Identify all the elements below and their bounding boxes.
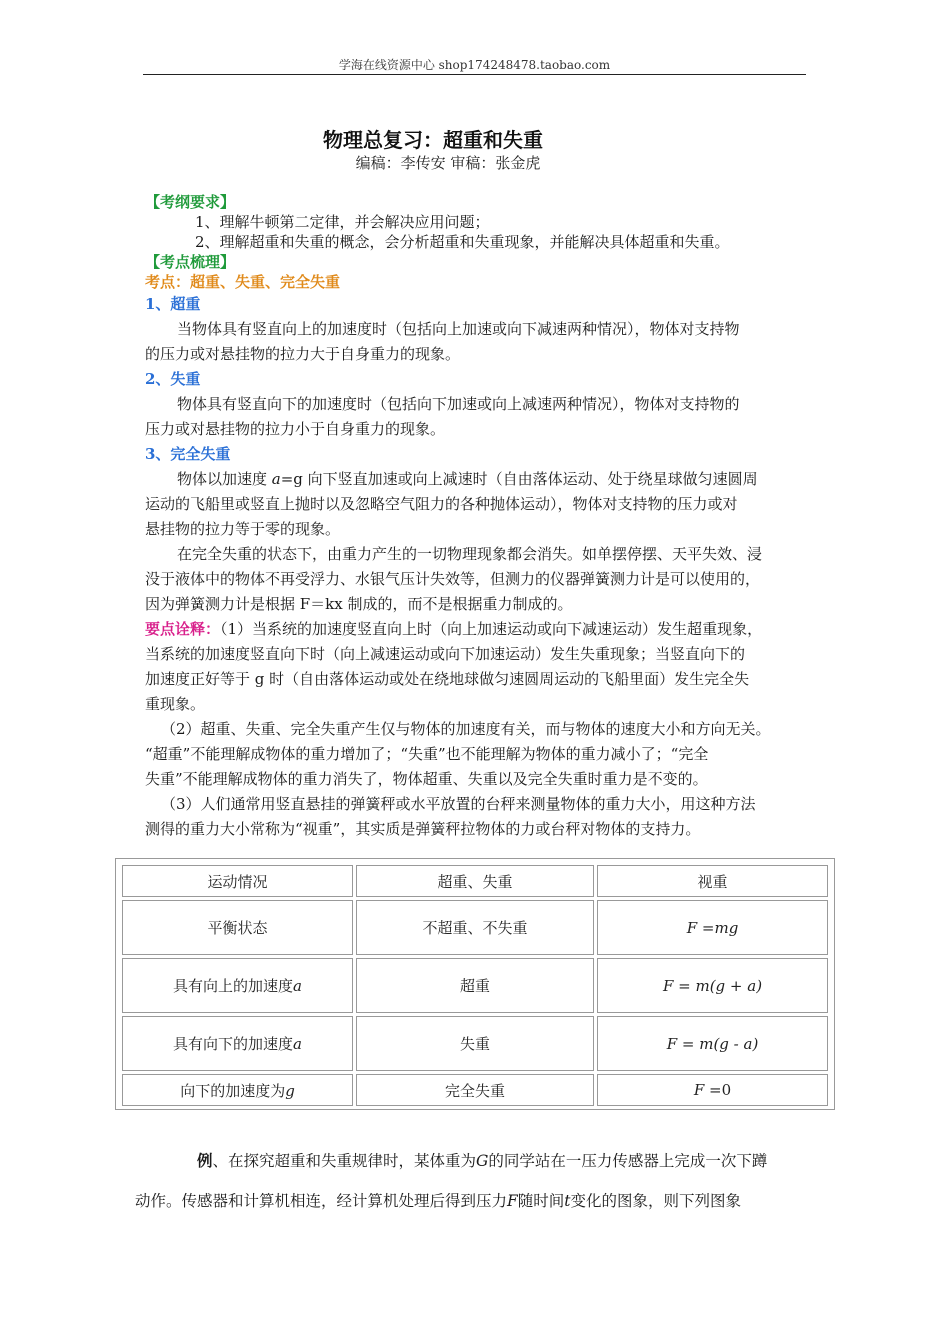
page-subtitle: 编稿：李传安 审稿：张金虎: [355, 154, 541, 172]
overweight-line-2: 的压力或对悬挂物的拉力大于自身重力的现象。: [145, 345, 461, 363]
row-1-motion-text: 平衡状态: [207, 919, 268, 937]
table-row: [122, 958, 828, 1013]
notes-line-1: [145, 617, 815, 642]
row-2-rhs: m(g + a): [695, 976, 763, 995]
row-4-eq: =: [704, 1081, 722, 1099]
topic-heading: 考点：超重、失重、完全失重: [145, 273, 341, 291]
syllabus-item-2: 2、理解超重和失重的概念，会分析超重和失重现象，并能解决具体超重和失重。: [195, 233, 730, 251]
notes-2-line-2: “超重”不能理解成物体的重力增加了；“失重”也不能理解为物体的重力减小了；“完全: [145, 745, 709, 763]
example-label: 例: [197, 1151, 213, 1170]
notes-2-line-1: （2）超重、失重、完全失重产生仅与物体的加速度有关，而与物体的速度大小和方向无关。: [161, 720, 771, 738]
table-row: [122, 1016, 828, 1071]
example-var-t: t: [564, 1192, 571, 1210]
row-1-eq: =: [697, 918, 715, 937]
header-state: 超重、失重: [356, 865, 594, 897]
example-line-2: [135, 1181, 815, 1221]
row-2-state: 超重: [356, 958, 594, 1013]
notes-2-line-3: 失重”不能理解成物体的重力消失了，物体超重、失重以及完全失重时重力是不变的。: [145, 770, 708, 788]
row-2-f: F: [662, 976, 674, 995]
row-3-motion-var: a: [293, 1035, 302, 1053]
notes-1-line-3: 加速度正好等于 g 时（自由落体运动或处在绕地球做匀速圆周运动的飞船里面）发生完全失: [145, 670, 750, 688]
syllabus-item-1: 1、理解牛顿第二定律，并会解决应用问题；: [195, 213, 490, 231]
example-l2a: 动作。传感器和计算机相连，经计算机处理后得到压力: [135, 1192, 508, 1210]
row-2-motion-text: 具有向上的加速度: [173, 977, 294, 995]
page-title: 物理总复习：超重和失重: [323, 128, 543, 152]
table-header-row: [122, 865, 828, 897]
notes-3-line-1: （3）人们通常用竖直悬挂的弹簧秤或水平放置的台秤来测量物体的重力大小，用这种方法: [161, 795, 756, 813]
example-l2b: 随时间: [517, 1192, 565, 1210]
notes-1-line-2: 当系统的加速度竖直向下时（向上减速运动或向下加速运动）发生失重现象；当竖直向下的: [145, 645, 746, 663]
weightless-heading: 2、失重: [145, 370, 201, 388]
example-l2c: 变化的图象，则下列图象: [570, 1192, 742, 1210]
header-motion: 运动情况: [122, 865, 353, 897]
table-grid: [119, 862, 831, 1109]
row-3-formula: [597, 1016, 828, 1071]
row-1-rhs: mg: [714, 918, 739, 937]
acceleration-var: a: [271, 470, 281, 488]
row-1-formula: [597, 900, 828, 955]
row-1-f: F: [686, 918, 698, 937]
example-l1b: 的同学站在一压力传感器上完成一次下蹲: [488, 1152, 768, 1170]
weightless-line-1: 物体具有竖直向下的加速度时（包括向下加速或向上减速两种情况），物体对支持物的: [177, 395, 740, 413]
row-2-formula: [597, 958, 828, 1013]
row-2-motion-var: a: [293, 977, 302, 995]
example-l1a: 、在探究超重和失重规律时，某体重为: [212, 1152, 477, 1170]
row-3-motion: [122, 1016, 353, 1071]
row-4-state: 完全失重: [356, 1074, 594, 1106]
header-text: 学海在线资源中心 shop174248478.taobao.com: [338, 58, 611, 72]
example-var-g: G: [476, 1152, 489, 1170]
overweight-line-1: 当物体具有竖直向上的加速度时（包括向上加速或向下减速两种情况），物体对支持物: [177, 320, 740, 338]
row-3-motion-text: 具有向下的加速度: [173, 1035, 294, 1053]
row-1-motion: [122, 900, 353, 955]
complete-p2-line-2: 没于液体中的物体不再受浮力、水银气压计失效等，但测力的仪器弹簧测力计是可以使用的，: [145, 570, 761, 588]
example-section: [135, 1141, 815, 1221]
row-3-state: 失重: [356, 1016, 594, 1071]
complete-line-3: 悬挂物的拉力等于零的现象。: [145, 520, 341, 538]
complete-p2-line-3: 因为弹簧测力计是根据 F＝kx 制成的，而不是根据重力制成的。: [145, 595, 573, 613]
example-line-1: [145, 1141, 815, 1181]
complete-heading: 3、完全失重: [145, 445, 231, 463]
row-4-formula: [597, 1074, 828, 1106]
points-heading: 【考点梳理】: [145, 253, 236, 271]
complete-line-1a: 物体以加速度: [177, 470, 272, 488]
header-apparent-weight: 视重: [597, 865, 828, 897]
row-4-motion-text: 向下的加速度为: [180, 1081, 286, 1100]
notes-3-line-2: 测得的重力大小常称为“视重”，其实质是弹簧秤拉物体的力或台秤对物体的支持力。: [145, 820, 701, 838]
row-3-rhs: m(g - a): [699, 1034, 759, 1053]
apparent-weight-table: [115, 858, 835, 1110]
table-row: [122, 1074, 828, 1106]
syllabus-heading: 【考纲要求】: [145, 193, 236, 211]
row-4-motion: [122, 1074, 353, 1106]
table-row: [122, 900, 828, 955]
complete-line-1b: =g 向下竖直加速或向上减速时（自由落体运动、处于绕星球做匀速圆周: [280, 470, 758, 488]
complete-p2-line-1: 在完全失重的状态下，由重力产生的一切物理现象都会消失。如单摆停摆、天平失效、浸: [177, 545, 763, 563]
notes-1-first: （1）当系统的加速度竖直向上时（向上加速运动或向下减速运动）发生超重现象，: [220, 620, 763, 638]
row-1-state: 不超重、不失重: [356, 900, 594, 955]
notes-1-line-4: 重现象。: [145, 695, 206, 713]
row-4-motion-var: g: [285, 1081, 295, 1100]
main-content: [145, 192, 815, 842]
page-header: [143, 56, 806, 75]
notes-label: 要点诠释：: [145, 620, 221, 638]
complete-line-2: 运动的飞船里或竖直上抛时以及忽略空气阻力的各种抛体运动），物体对支持物的压力或对: [145, 495, 738, 513]
row-2-motion: [122, 958, 353, 1013]
weightless-line-2: 压力或对悬挂物的拉力小于自身重力的现象。: [145, 420, 446, 438]
overweight-heading: 1、超重: [145, 295, 201, 313]
row-4-f: F: [693, 1081, 705, 1099]
row-3-eq: =: [677, 1034, 695, 1053]
example-var-f: F: [507, 1192, 518, 1210]
row-2-eq: =: [673, 976, 691, 995]
complete-line-1: [145, 467, 815, 492]
row-4-rhs: 0: [721, 1081, 732, 1099]
row-3-f: F: [666, 1034, 678, 1053]
